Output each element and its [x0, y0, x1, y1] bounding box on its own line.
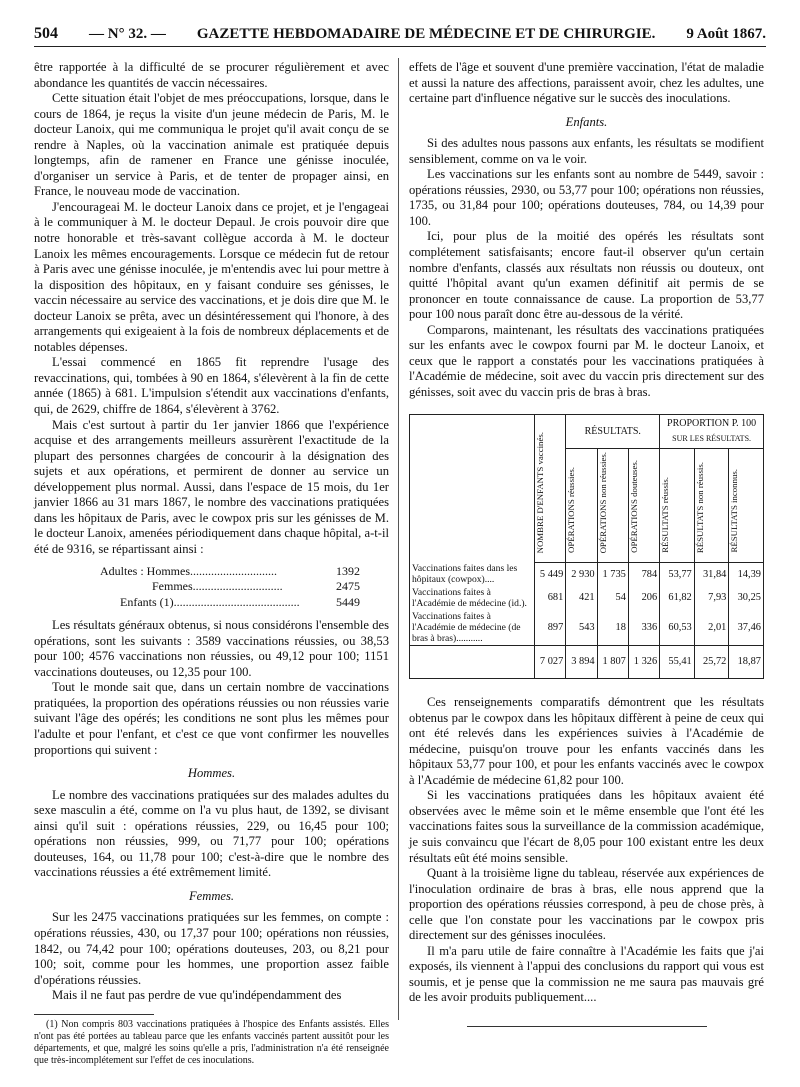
paragraph: Si des adultes nous passons aux enfants, les résultats se modifient sensiblement, comme on va le voir.	[409, 136, 764, 166]
table-cell: 1 807	[597, 646, 628, 679]
table-cell: 784	[628, 562, 659, 586]
end-rule	[467, 1026, 707, 1027]
table-corner	[410, 415, 535, 562]
results-table	[409, 414, 764, 679]
paragraph: Cette situation était l'objet de mes préoccupations, lorsque, dans le cours de 1864, je reçus la visite d'un jeune médecin de Paris, M. le docteur Lanoix, qui me communiqua le projet qu'il avait conçu de se rendre à Naples, où la vaccination animale est pratiquée depuis longtemps, afin de ramener en France une génisse inoculée, d'organiser un service à Paris, et de tenter de propager ainsi, en France, le nouveau mode de vaccination.	[34, 91, 389, 199]
distribution-list	[100, 564, 360, 611]
paragraph: Mais c'est surtout à partir du 1er janvier 1866 que l'expérience acquise et des arrangements meilleurs assurèrent l'exactitude de la plupart des personnes chargées de concourir à la désignation des sujets et aux opérations, et permirent de donner au service un développement plus normal. Aussi, dans l'espace de 15 mois, du 1er janvier 1866 au 31 mars 1867, le nombre des vaccinations pratiquées dans les hôpitaux de Paris, avec le cowpox pris sur les génisses de M. le docteur Lanoix, amenées périodiquement dans chaque hôpital, a-t-il été de 9316, se répartissant ainsi :	[34, 417, 389, 556]
table-cell: 18,87	[729, 646, 764, 679]
table-cell: 543	[566, 610, 597, 646]
paragraph: Comparons, maintenant, les résultats des vaccinations pratiquées sur les enfants avec le cowpox fourni par M. le docteur Lanoix, et ceux que le rapport a constatés pour les vaccinations pratiquées à l'Académie de médecine, soit avec du vaccin pris directement sur des génisses, soit avec du vaccin pris de bras à bras.	[409, 322, 764, 399]
table-row	[410, 586, 764, 610]
list-item	[100, 595, 360, 611]
header-rule	[34, 46, 766, 47]
table-cell: 206	[628, 586, 659, 610]
section-heading: Hommes.	[187, 766, 236, 781]
paragraph: J'encourageai M. le docteur Lanoix dans ce projet, et je l'engageai à le communiquer à M. le docteur Depaul. Je crois pouvoir dire que notre honorable et très-savant collègue accorda à M. le docteur Lanoix les mêmes encouragements. Lorsque ce médecin fut de retour à Paris avec une génisse inoculée, je m'entendis avec lui pour mettre à la disposition des hôpitaux, en y faisant conduire ses génisses, le vaccin nécessaire au service des vaccinations, et je dois dire que M. le docteur Lanoix se prêta, avec un désintéressement qui l'honore, à des arrangements qui exigeaient à la fois de nombreux déplacements et de notables dépenses.	[34, 199, 389, 354]
paragraph: Ces renseignements comparatifs démontrent que les résultats obtenus par le cowpox dans les hôpitaux diffèrent à peine de ceux qui ont été relevés dans les expériences suivies à l'Académie de médecine, puisqu'on trouve pour les enfants vaccinés dans les hôpitaux 53,77 pour 100, et pour les enfants vaccinés avec le cowpox à l'Académie de médecine 61,82 pour 100.	[409, 695, 764, 787]
list-item-value: 5449	[336, 594, 360, 609]
footnote-rule	[34, 1014, 154, 1015]
paragraph: Le nombre des vaccinations pratiquées sur des malades adultes du sexe masculin a été, comme on l'a vu plus haut, de 1392, se divisant ainsi qu'il suit : opérations réussies, 229, ou 16,45 pour 100; opérations non réussies, 999, ou 71,77 pour 100; opérations douteuses, 164, ou 11,78 pour 100; c'est-à-dire que le nombre des vaccinations réussies a été extrêmement limité.	[34, 787, 389, 880]
table-group-header: PROPORTION P. 100 SUR LES RÉSULTATS.	[660, 415, 764, 448]
list-item-label: Adultes : Hommes.............................	[100, 563, 277, 578]
paragraph: Sur les 2475 vaccinations pratiquées sur les femmes, on compte : opérations réussies, 430, ou 17,37 pour 100; opérations non réussies, 1842, ou 74,42 pour 100; opérations douteuses, 203, ou 8,21 pour 100; soit, comme pour les hommes, une proportion assez faible d'opérations réussies.	[34, 910, 389, 987]
table-cell: 2,01	[694, 610, 729, 646]
table-cell: 897	[535, 610, 566, 646]
table-cell: 37,46	[729, 610, 764, 646]
table-cell: 421	[566, 586, 597, 610]
paragraph: être rapportée à la difficulté de se procurer régulièrement et avec abondance les quantités de vaccin nécessaires.	[34, 60, 389, 90]
table-header: OPÉRATIONS réussies.	[566, 448, 597, 562]
right-column	[409, 60, 764, 1027]
page-number: 504	[34, 25, 58, 42]
table-cell: 31,84	[694, 562, 729, 586]
table-cell: 2 930	[566, 562, 597, 586]
paragraph: Tout le monde sait que, dans un certain nombre de vaccinations pratiquées, la proportion des opérations réussies ou non réussies varie suivant l'âge des opérés; les conditions ne sont plus les mêmes pour l'adulte et pour l'enfant, et c'est ce que vont confirmer les nouvelles proportions qui suivent :	[34, 680, 389, 757]
paragraph: Il m'a paru utile de faire connaître à l'Académie les faits que j'ai exposés, ils viennent à l'appui des conclusions du rapport qui vous est soumis, et je pense que la commission ne me saura pas mauvais gré de les avoir produits publiquement....	[409, 943, 764, 1005]
table-row	[410, 562, 764, 586]
table-row-label	[410, 646, 535, 679]
table-header: OPÉRATIONS douteuses.	[628, 448, 659, 562]
table-cell: 7 027	[535, 646, 566, 679]
table-cell: 7,93	[694, 586, 729, 610]
footnote: (1) Non compris 803 vaccinations pratiquées à l'hospice des Enfants assistés. Elles n'ont pas été portées au tableau parce que les enfants vaccinés partent aussitôt pour les départements, et que, malgré les soins qu'elle a pris, l'administration n'a été renseignée que très-incomplétement sur l'effet de ces inoculations.	[34, 1018, 389, 1066]
page-header	[34, 22, 766, 46]
paragraph: Les vaccinations sur les enfants sont au nombre de 5449, savoir : opérations réussies, 2930, ou 53,77 pour 100; opérations non réussies, 1735, ou 31,84 pour 100; opérations douteuses, 784, ou 14,39 pour 100.	[409, 167, 764, 228]
paragraph: Quant à la troisième ligne du tableau, réservée aux expériences de l'inoculation ordinaire de bras à bras, elle nous apprend que la proportion des opérations réussies correspond, à peu de chose près, à celle que l'on constate pour les vaccinations par le cowpox pris directement sur des génisses inoculées.	[409, 866, 764, 943]
column-divider	[398, 58, 399, 1020]
table-cell: 681	[535, 586, 566, 610]
table-cell: 3 894	[566, 646, 597, 679]
table-header: NOMBRE D'ENFANTS vaccinés.	[535, 415, 566, 562]
issue-date: 9 Août 1867.	[686, 25, 766, 42]
paragraph: Ici, pour plus de la moitié des opérés les résultats sont complétement satisfaisants; encore faut-il observer qu'un certain nombre d'enfants, classés aux résultats non réussis ou douteux, ont quitté l'hôpital avant qu'un examen définitif ait permis de se prononcer en toute connaissance de cause. La proportion de 53,77 pour 100 nous paraît donc être au-dessous de la vérité.	[409, 229, 764, 322]
section-heading: Femmes.	[188, 888, 235, 903]
table-row-label: Vaccinations faites à l'Académie de médecine (id.).	[412, 587, 527, 610]
table-total-row	[410, 646, 764, 679]
issue-number: — N° 32. —	[89, 25, 166, 42]
table-row-label: Vaccinations faites à l'Académie de médecine (de bras à bras)...........	[412, 611, 521, 645]
list-item	[100, 564, 360, 580]
table-header: RÉSULTATS réussis.	[660, 448, 695, 562]
table-cell: 53,77	[660, 562, 695, 586]
paragraph: effets de l'âge et souvent d'une première vaccination, l'état de maladie et aussi la nature des affections, paraissent avoir, chez les adultes, une certaine part d'influence négative sur le succès des inoculations.	[409, 60, 764, 106]
table-cell: 30,25	[729, 586, 764, 610]
table-cell: 1 326	[628, 646, 659, 679]
section-heading: Enfants.	[565, 114, 608, 129]
table-header: RÉSULTATS non réussis.	[694, 448, 729, 562]
table-header: RÉSULTATS inconnus.	[729, 448, 764, 562]
table-cell: 25,72	[694, 646, 729, 679]
paragraph: Mais il ne faut pas perdre de vue qu'indépendamment des	[52, 988, 342, 1003]
list-item-value: 1392	[336, 563, 360, 578]
table-cell: 5 449	[535, 562, 566, 586]
table-cell: 336	[628, 610, 659, 646]
table-cell: 55,41	[660, 646, 695, 679]
table-header: OPÉRATIONS non réussies.	[597, 448, 628, 562]
left-column	[34, 60, 389, 1067]
table-cell: 54	[597, 586, 628, 610]
table-cell: 14,39	[729, 562, 764, 586]
table-cell: 60,53	[660, 610, 695, 646]
list-item-value: 2475	[336, 579, 360, 594]
table-group-header: RÉSULTATS.	[566, 415, 660, 448]
journal-title: GAZETTE HEBDOMADAIRE DE MÉDECINE ET DE CHIRURGIE.	[196, 25, 656, 42]
table-row	[410, 610, 764, 646]
paragraph: Si les vaccinations pratiquées dans les hôpitaux avaient été observées avec le même soin et le même ensemble que l'ont été les vaccinations faites sous la surveillance de la commission académique, je suis convaincu que l'écart de 8,05 pour 100 existant entre les deux résultats eût été moins sensible.	[409, 788, 764, 865]
table-row-label: Vaccinations faites dans les hôpitaux (cowpox)....	[412, 563, 518, 586]
list-item-label: Enfants (1)..........................................	[120, 594, 300, 609]
list-item-label: Femmes..............................	[152, 579, 283, 594]
list-item	[100, 579, 360, 595]
table-cell: 1 735	[597, 562, 628, 586]
table-cell: 18	[597, 610, 628, 646]
table-cell: 61,82	[660, 586, 695, 610]
paragraph: Les résultats généraux obtenus, si nous considérons l'ensemble des opérations, sont les suivants : 3589 vaccinations réussies, ou 38,53 pour 100; 4576 vaccinations non réussies, ou 49,12 pour 100; 1151 vaccinations douteuses, ou 12,35 pour 100.	[34, 618, 389, 679]
paragraph: L'essai commencé en 1865 fit reprendre l'usage des revaccinations, qui, tombées à 90 en 1864, s'élevèrent à la fin de cette année (1865) à 681. L'impulsion s'étendit aux vaccinations d'enfants, qui, de 2629, chiffre de 1864, s'élevèrent à 3762.	[34, 355, 389, 417]
